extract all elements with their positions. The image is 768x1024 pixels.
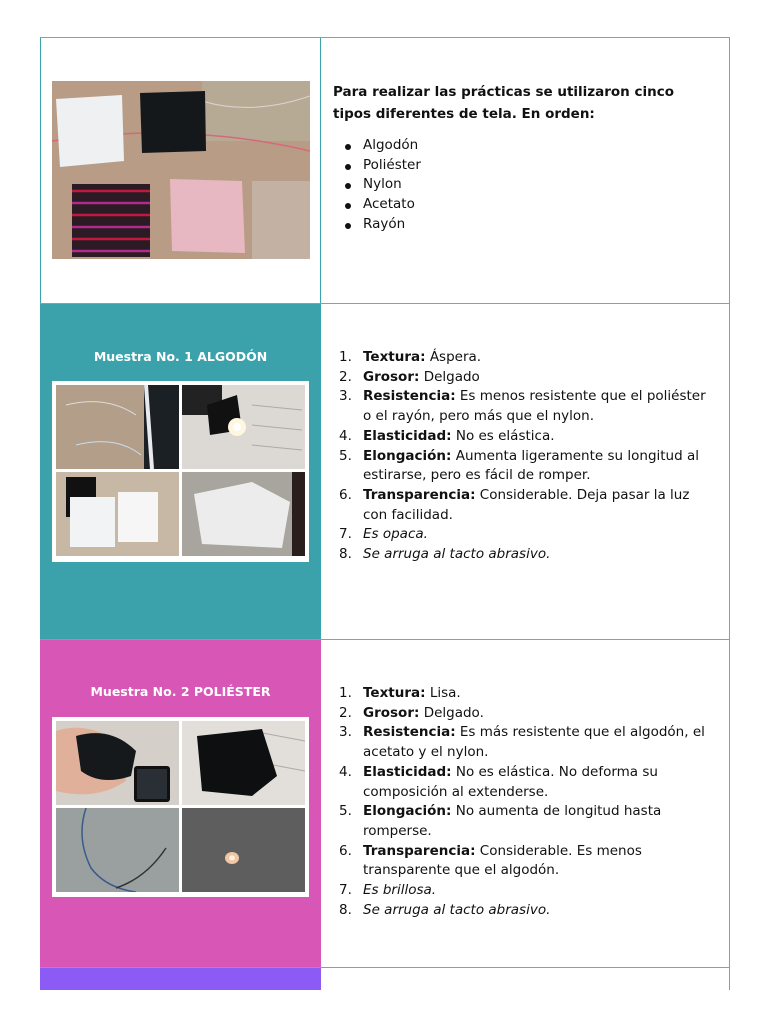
fabric-list-item: Acetato <box>345 195 421 215</box>
sample-properties-cell <box>321 640 730 967</box>
property-item: 1. Textura: Áspera. <box>339 349 482 365</box>
fabric-samples-photo <box>52 81 310 259</box>
fabric-list-item: Rayón <box>345 215 421 235</box>
property-item: 3. Resistencia: Es más resistente que el algodón, el acetato y el nylon. <box>339 724 705 761</box>
next-sample-properties-cell <box>321 968 730 990</box>
sample-title: Muestra No. 1 ALGODÓN <box>93 349 268 364</box>
properties-list <box>339 684 711 920</box>
property-item: 8. Se arruga al tacto abrasivo. <box>339 901 551 918</box>
property-item: 3. Resistencia: Es menos resistente que el poliéster o el rayón, pero más que el nylon. <box>339 388 706 425</box>
sample-photo-collage <box>52 717 309 897</box>
fabric-table <box>40 37 730 990</box>
sample-row-poliester <box>40 640 730 968</box>
property-item: 6. Transparencia: Considerable. Es menos transparente que el algodón. <box>339 842 642 879</box>
property-item: 5. Elongación: No aumenta de longitud hasta romperse. <box>339 803 662 839</box>
property-item: 7. Es opaca. <box>339 526 428 543</box>
property-item: 2. Grosor: Delgado. <box>339 704 484 721</box>
intro-photo-cell <box>40 38 321 303</box>
property-item: 1. Textura: Lisa. <box>339 685 461 701</box>
fabric-list-item: Algodón <box>345 136 421 156</box>
sample-row-algodon <box>40 304 730 640</box>
sample-properties-cell <box>321 304 730 639</box>
sample-photo <box>56 385 179 469</box>
sample-photo <box>182 721 305 805</box>
sample-title: Muestra No. 2 POLIÉSTER <box>90 684 271 699</box>
property-item: 8. Se arruga al tacto abrasivo. <box>339 546 551 563</box>
sample-photo-collage <box>52 381 309 562</box>
fabric-list-item: Poliéster <box>345 156 421 176</box>
property-item: 7. Es brillosa. <box>339 882 437 899</box>
sample-photo <box>182 385 305 469</box>
sample-header-cell <box>40 304 321 639</box>
sample-photo <box>56 721 179 805</box>
sample-photo <box>56 472 179 556</box>
sample-photo <box>182 808 305 892</box>
property-item: 2. Grosor: Delgado <box>339 368 480 385</box>
next-sample-row <box>40 968 730 990</box>
property-item: 5. Elongación: Aumenta ligeramente su longitud al estirarse, pero es fácil de romper. <box>339 447 699 484</box>
fabric-list-item: Nylon <box>345 175 421 195</box>
sample-photo <box>182 472 305 556</box>
property-item: 6. Transparencia: Considerable. Deja pasar la luz con facilidad. <box>339 486 690 523</box>
sample-photo <box>56 808 179 892</box>
fabric-list <box>345 136 421 235</box>
next-sample-header-cell <box>40 968 321 990</box>
intro-text-cell <box>321 38 730 303</box>
intro-row <box>40 37 730 304</box>
sample-header-cell <box>40 640 321 967</box>
intro-text: Para realizar las prácticas se utilizaron cinco tipos diferentes de tela. En orden: <box>333 84 675 122</box>
property-item: 4. Elasticidad: No es elástica. No deforma su composición al extenderse. <box>339 763 658 800</box>
property-item: 4. Elasticidad: No es elástica. <box>339 427 555 444</box>
properties-list <box>339 348 711 565</box>
